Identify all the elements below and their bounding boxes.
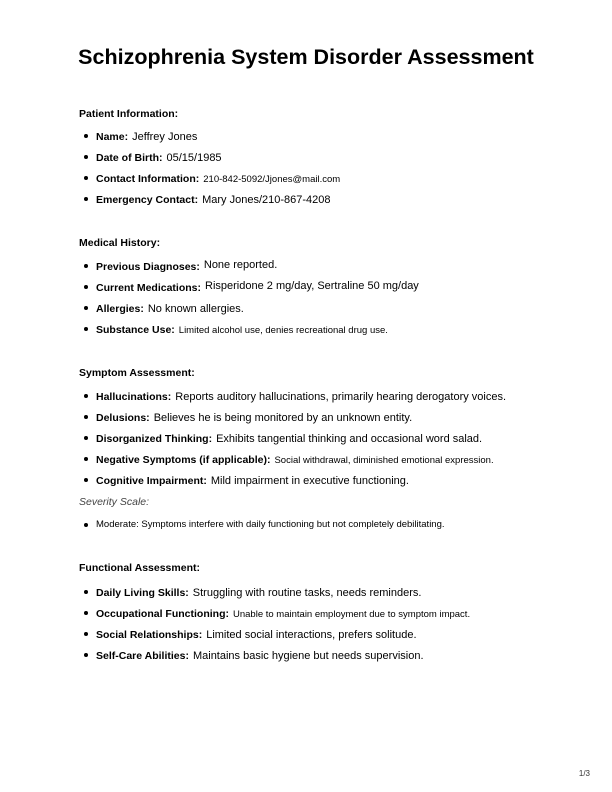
self-care-abilities-item [79, 648, 470, 669]
current-medications-item [79, 280, 419, 301]
symptom-assessment-heading: Symptom Assessment: [79, 367, 195, 379]
social-relationships-item [79, 627, 470, 648]
medical-history-list [79, 259, 419, 343]
daily-living-skills-item [79, 585, 470, 606]
patient-info-heading: Patient Information: [79, 108, 179, 120]
functional-assessment-heading: Functional Assessment: [79, 562, 200, 574]
cognitive-impairment-item [79, 473, 506, 494]
page-number: 1/3 [578, 769, 590, 778]
field-label: Emergency Contact: [96, 194, 199, 206]
contact-information-value: 210-842-5092/Jjones@mail.com [203, 174, 341, 185]
allergies-value: No known allergies. [147, 303, 244, 315]
severity-scale-list [79, 518, 445, 532]
field-label: Delusions: [96, 412, 150, 424]
cognitive-impairment-value: Mild impairment in executive functioning. [210, 475, 409, 487]
occupational-functioning-value: Unable to maintain employment due to symptom impact. [233, 609, 471, 620]
patient-name-item [79, 129, 340, 150]
substance-use-value: Limited alcohol use, denies recreational drug use. [178, 325, 388, 336]
contact-information-item [79, 171, 340, 192]
severity-scale-label: Severity Scale: [79, 496, 150, 508]
medical-history-heading: Medical History: [79, 237, 161, 249]
emergency-contact-value: Mary Jones/210-867-4208 [202, 194, 331, 206]
field-label: Cognitive Impairment: [96, 475, 207, 487]
field-label: Disorganized Thinking: [96, 433, 213, 445]
previous-diagnoses-value: None reported. [203, 259, 278, 271]
field-label: Date of Birth: [96, 152, 163, 164]
patient-name-value: Jeffrey Jones [132, 131, 198, 143]
functional-assessment-list [79, 585, 470, 669]
field-label: Social Relationships: [96, 629, 203, 641]
field-label: Hallucinations: [96, 391, 172, 403]
field-label: Negative Symptoms (if applicable): [96, 454, 271, 466]
negative-symptoms-value: Social withdrawal, diminished emotional expression. [274, 455, 494, 466]
patient-info-list [79, 129, 340, 213]
hallucinations-item [79, 389, 506, 410]
field-label: Previous Diagnoses: [96, 261, 200, 273]
field-label: Allergies: [96, 303, 144, 315]
substance-use-item [79, 322, 419, 343]
current-medications-value: Risperidone 2 mg/day, Sertraline 50 mg/day [205, 280, 419, 292]
social-relationships-value: Limited social interactions, prefers solitude. [206, 629, 417, 641]
severity-moderate-item: Moderate: Symptoms interfere with daily functioning but not completely debilitating. [79, 518, 445, 532]
date-of-birth-value: 05/15/1985 [166, 152, 222, 164]
symptom-assessment-list [79, 389, 506, 494]
field-label: Substance Use: [96, 324, 175, 336]
delusions-item [79, 410, 506, 431]
negative-symptoms-item [79, 452, 506, 473]
disorganized-thinking-item [79, 431, 506, 452]
field-label: Name: [96, 131, 129, 143]
date-of-birth-item [79, 150, 340, 171]
disorganized-thinking-value: Exhibits tangential thinking and occasional word salad. [216, 433, 483, 445]
field-label: Occupational Functioning: [96, 608, 229, 620]
hallucinations-value: Reports auditory hallucinations, primarily hearing derogatory voices. [175, 391, 507, 403]
field-label: Daily Living Skills: [96, 587, 189, 599]
document-title: Schizophrenia System Disorder Assessment [78, 45, 534, 69]
occupational-functioning-item [79, 606, 470, 627]
field-label: Self-Care Abilities: [96, 650, 189, 662]
daily-living-skills-value: Struggling with routine tasks, needs reminders. [192, 587, 422, 599]
delusions-value: Believes he is being monitored by an unknown entity. [153, 412, 413, 424]
allergies-item [79, 301, 419, 322]
emergency-contact-item [79, 192, 340, 213]
previous-diagnoses-item [79, 259, 419, 280]
self-care-abilities-value: Maintains basic hygiene but needs supervision. [192, 650, 424, 662]
field-label: Contact Information: [96, 173, 200, 185]
field-label: Current Medications: [96, 282, 202, 294]
